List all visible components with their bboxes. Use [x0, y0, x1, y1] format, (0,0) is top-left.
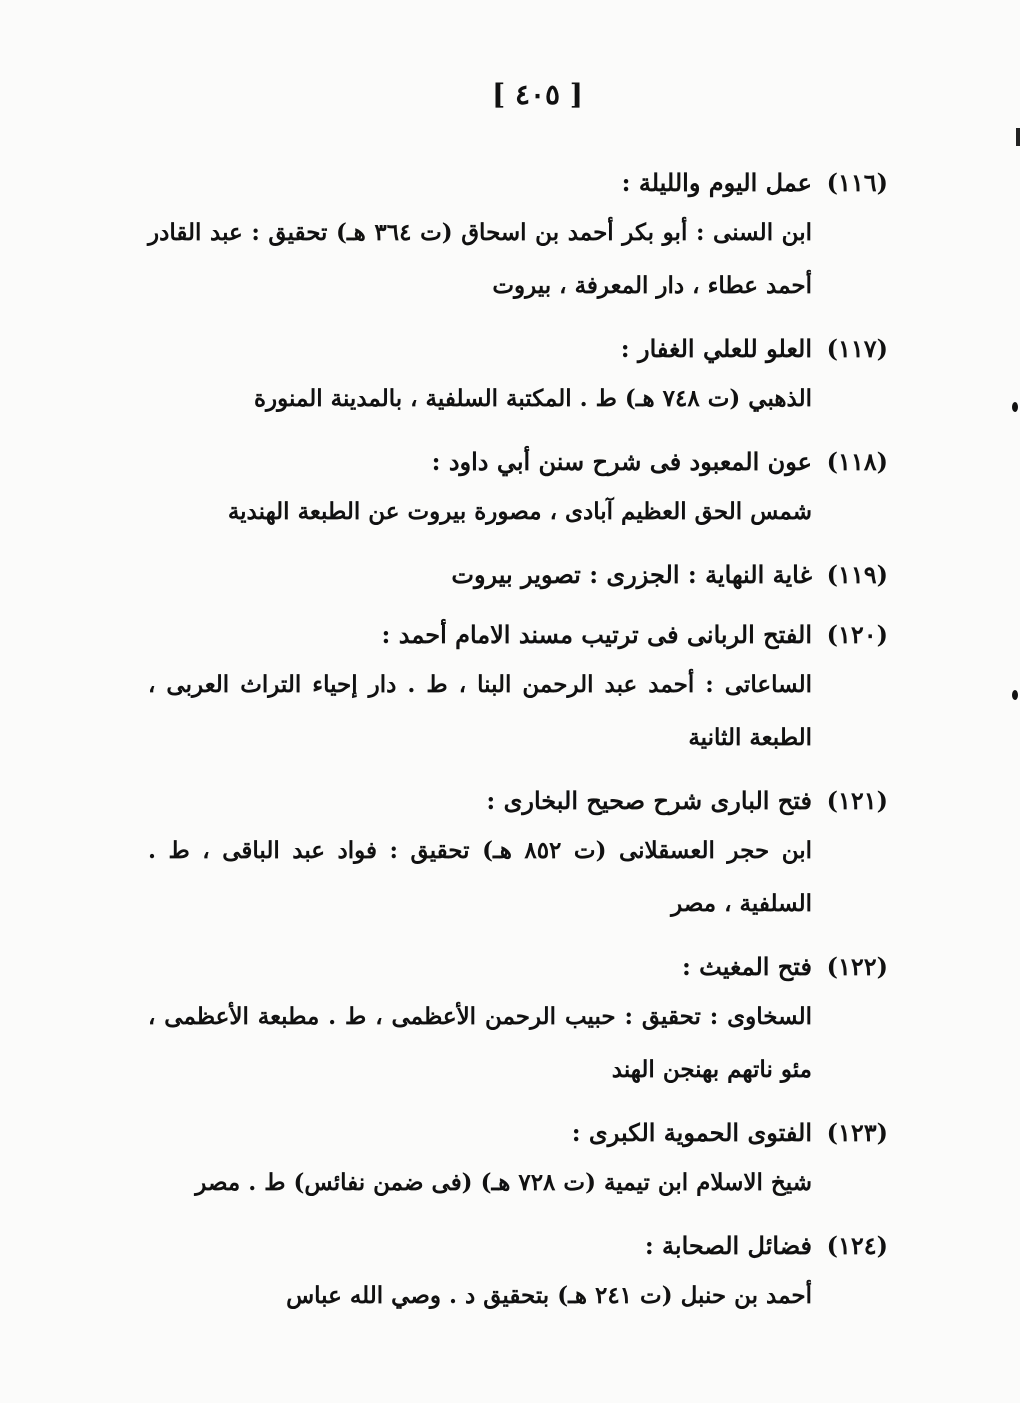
bibliography-list [148, 160, 888, 1336]
entry-number: (١٢١) [826, 786, 888, 815]
entry-number: (١١٧) [826, 334, 888, 363]
entry-details: الساعاتى : أحمد عبد الرحمن البنا ، ط . دار إحياء التراث العربى ، الطبعة الثانية [148, 671, 812, 751]
entry-details: شيخ الاسلام ابن تيمية (ت ٧٢٨ هـ) (فى ضمن نفائس) ط . مصر [195, 1169, 812, 1196]
entry-title: فتح البارى شرح صحيح البخارى : [486, 786, 812, 815]
bibliography-entry [148, 1223, 888, 1322]
entry-number: (١٢٠) [826, 620, 888, 649]
bibliography-entry [148, 326, 888, 425]
bibliography-entry [148, 552, 888, 598]
bibliography-entry [148, 612, 888, 764]
entry-details: السخاوى : تحقيق : حبيب الرحمن الأعظمى ، ط . مطبعة الأعظمى ، مئو ناتهم بهنجن الهند [148, 1003, 812, 1083]
entry-number: (١١٦) [826, 168, 888, 197]
bibliography-entry [148, 1110, 888, 1209]
entry-title: الفتح الربانى فى ترتيب مسند الامام أحمد : [381, 620, 812, 649]
entry-number: (١١٨) [826, 447, 888, 476]
entry-title: عون المعبود فى شرح سنن أبي داود : [431, 447, 812, 476]
bibliography-entry [148, 439, 888, 538]
entry-title: غاية النهاية : الجزرى : تصوير بيروت [451, 560, 812, 589]
entry-details: أحمد بن حنبل (ت ٢٤١ هـ) بتحقيق د . وصي الله عباس [286, 1282, 812, 1309]
entry-details: شمس الحق العظيم آبادى ، مصورة بيروت عن الطبعة الهندية [227, 498, 812, 525]
entry-number: (١٢٢) [826, 952, 888, 981]
entry-details: الذهبي (ت ٧٤٨ هـ) ط . المكتبة السلفية ، بالمدينة المنورة [253, 385, 812, 412]
entry-details: ابن حجر العسقلانى (ت ٨٥٢ هـ) تحقيق : فواد عبد الباقى ، ط . السلفية ، مصر [148, 837, 812, 917]
entry-number: (١١٩) [826, 560, 888, 589]
bibliography-entry [148, 160, 888, 312]
bibliography-entry [148, 944, 888, 1096]
entry-details: ابن السنى : أبو بكر أحمد بن اسحاق (ت ٣٦٤ هـ) تحقيق : عبد القادر أحمد عطاء ، دار المعرفة ، بيروت [148, 219, 812, 299]
entry-number: (١٢٣) [826, 1118, 888, 1147]
scan-edge-mark [1016, 128, 1020, 146]
entry-title: فتح المغيث : [681, 952, 812, 981]
entry-title: فضائل الصحابة : [644, 1231, 812, 1260]
scan-edge-mark [1012, 402, 1018, 412]
bibliography-entry [148, 778, 888, 930]
entry-number: (١٢٤) [826, 1231, 888, 1260]
entry-title: العلو للعلي الغفار : [620, 334, 812, 363]
entry-title: عمل اليوم والليلة : [621, 168, 812, 197]
entry-title: الفتوى الحموية الكبرى : [571, 1118, 812, 1147]
page-number: [ ٤٠٥ ] [491, 78, 584, 111]
scan-edge-mark [1012, 690, 1018, 700]
